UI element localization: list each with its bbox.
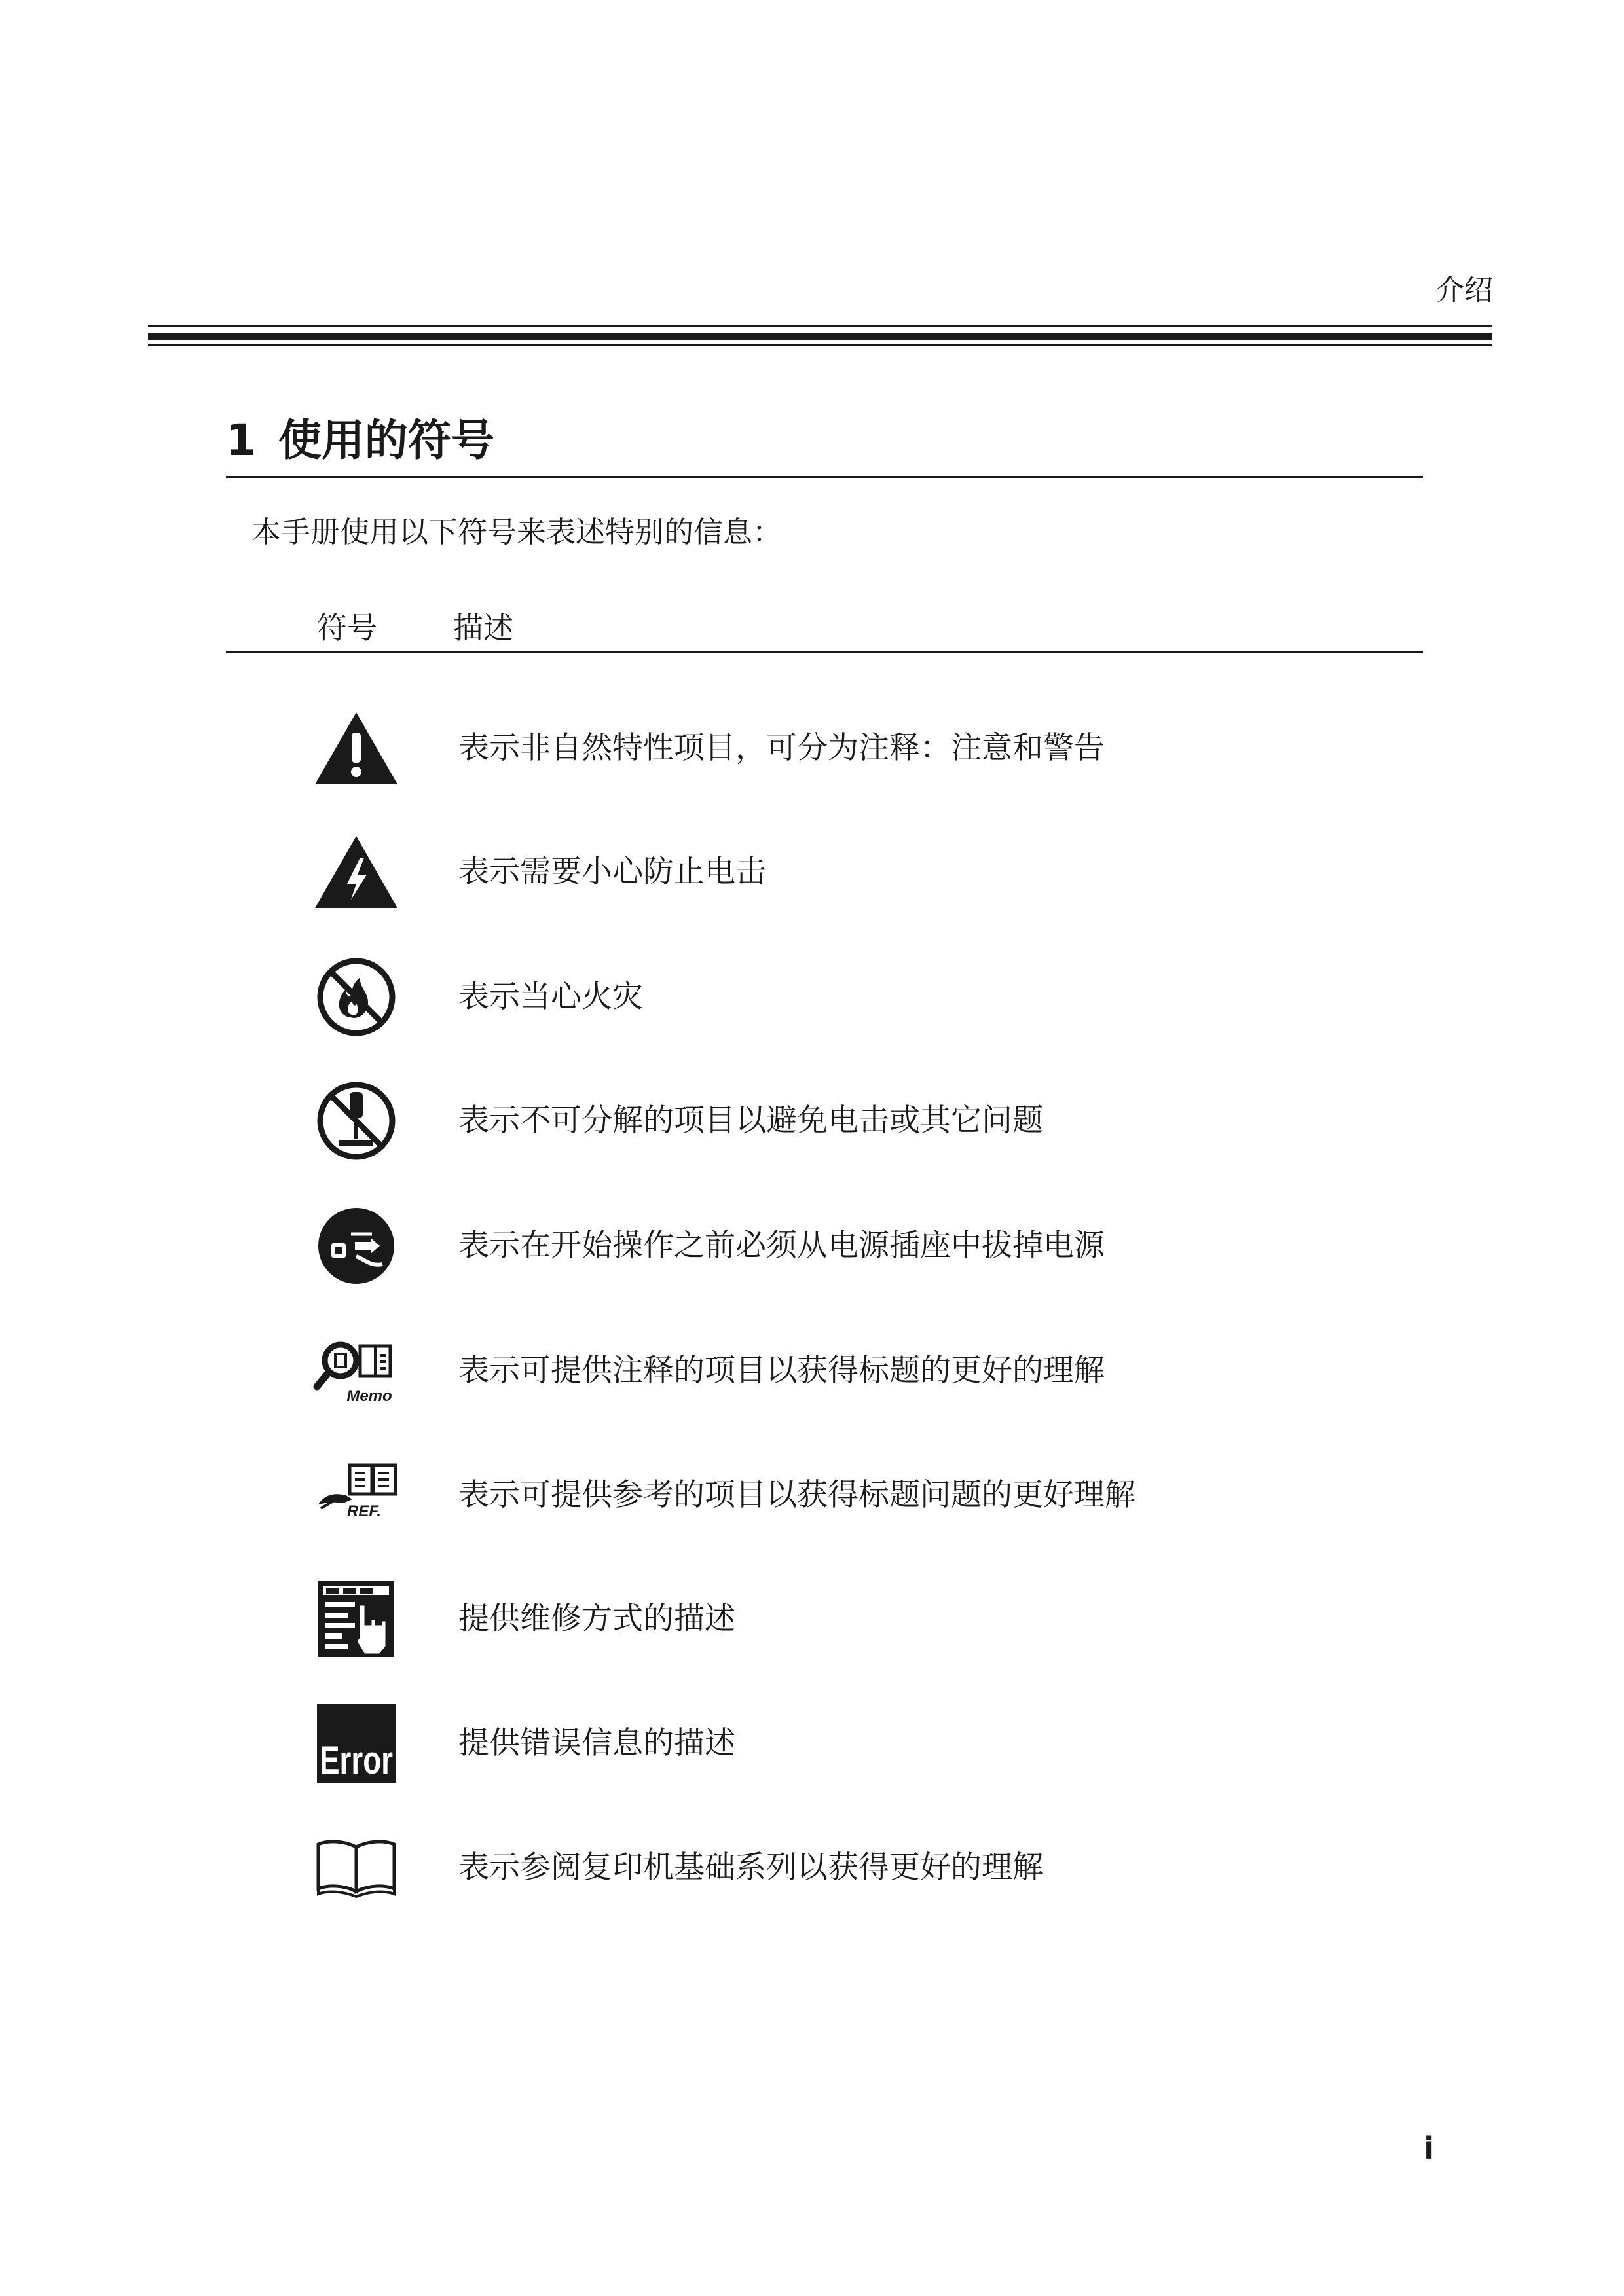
- table-row: [0, 1698, 1624, 1789]
- table-row: [0, 1449, 1624, 1541]
- table-row: [0, 826, 1624, 918]
- error-icon-label: Error: [320, 1738, 393, 1782]
- row-description: 表示可提供注释的项目以获得标题的更好的理解: [458, 1353, 1105, 1389]
- header-title: 介绍: [1435, 274, 1493, 307]
- section-heading: [226, 415, 494, 465]
- table-row: [0, 1822, 1624, 1914]
- no-disassembly-icon: [310, 1075, 402, 1167]
- row-description: 表示当心火灾: [458, 979, 643, 1015]
- memo-icon-label: Memo: [346, 1387, 392, 1405]
- section-rule: [226, 476, 1423, 478]
- table-header-rule: [226, 651, 1423, 653]
- table-row: [0, 1573, 1624, 1665]
- page-number: i: [1424, 2130, 1434, 2166]
- table-row: [0, 951, 1624, 1043]
- header-rule-thin-top: [148, 325, 1492, 327]
- section-title: 使用的符号: [278, 415, 494, 465]
- row-description: 表示需要小心防止电击: [458, 854, 766, 890]
- unplug-power-icon: [310, 1200, 402, 1292]
- table-row: [0, 1200, 1624, 1292]
- electric-shock-warning-icon: [310, 826, 402, 918]
- header-rule-thick: [148, 333, 1492, 340]
- row-description: 提供错误信息的描述: [458, 1725, 735, 1761]
- row-description: 表示可提供参考的项目以获得标题问题的更好理解: [458, 1477, 1135, 1513]
- table-row: [0, 1325, 1624, 1417]
- memo-icon: [310, 1325, 402, 1417]
- row-description: 表示非自然特性项目，可分为注释：注意和警告: [458, 730, 1105, 766]
- reference-icon: [310, 1449, 402, 1541]
- row-description: 表示不可分解的项目以避免电击或其它问题: [458, 1102, 1043, 1139]
- open-book-icon: [310, 1822, 402, 1914]
- error-icon: [310, 1698, 402, 1789]
- section-number: 1: [226, 415, 256, 465]
- header-rule-thin-bottom: [148, 344, 1492, 346]
- reference-icon-label: REF.: [346, 1503, 382, 1520]
- warning-exclamation-icon: [310, 702, 402, 794]
- table-row: [0, 702, 1624, 794]
- no-fire-icon: [310, 951, 402, 1043]
- row-description: 提供维修方式的描述: [458, 1601, 735, 1637]
- row-description: 表示参阅复印机基础系列以获得更好的理解: [458, 1850, 1043, 1886]
- column-header-description: 描述: [453, 610, 513, 646]
- row-description: 表示在开始操作之前必须从电源插座中拔掉电源: [458, 1228, 1105, 1264]
- column-header-symbol: 符号: [317, 610, 377, 646]
- intro-text: 本手册使用以下符号来表述特别的信息：: [251, 515, 783, 549]
- table-row: [0, 1075, 1624, 1167]
- maintenance-mode-icon: [310, 1573, 402, 1665]
